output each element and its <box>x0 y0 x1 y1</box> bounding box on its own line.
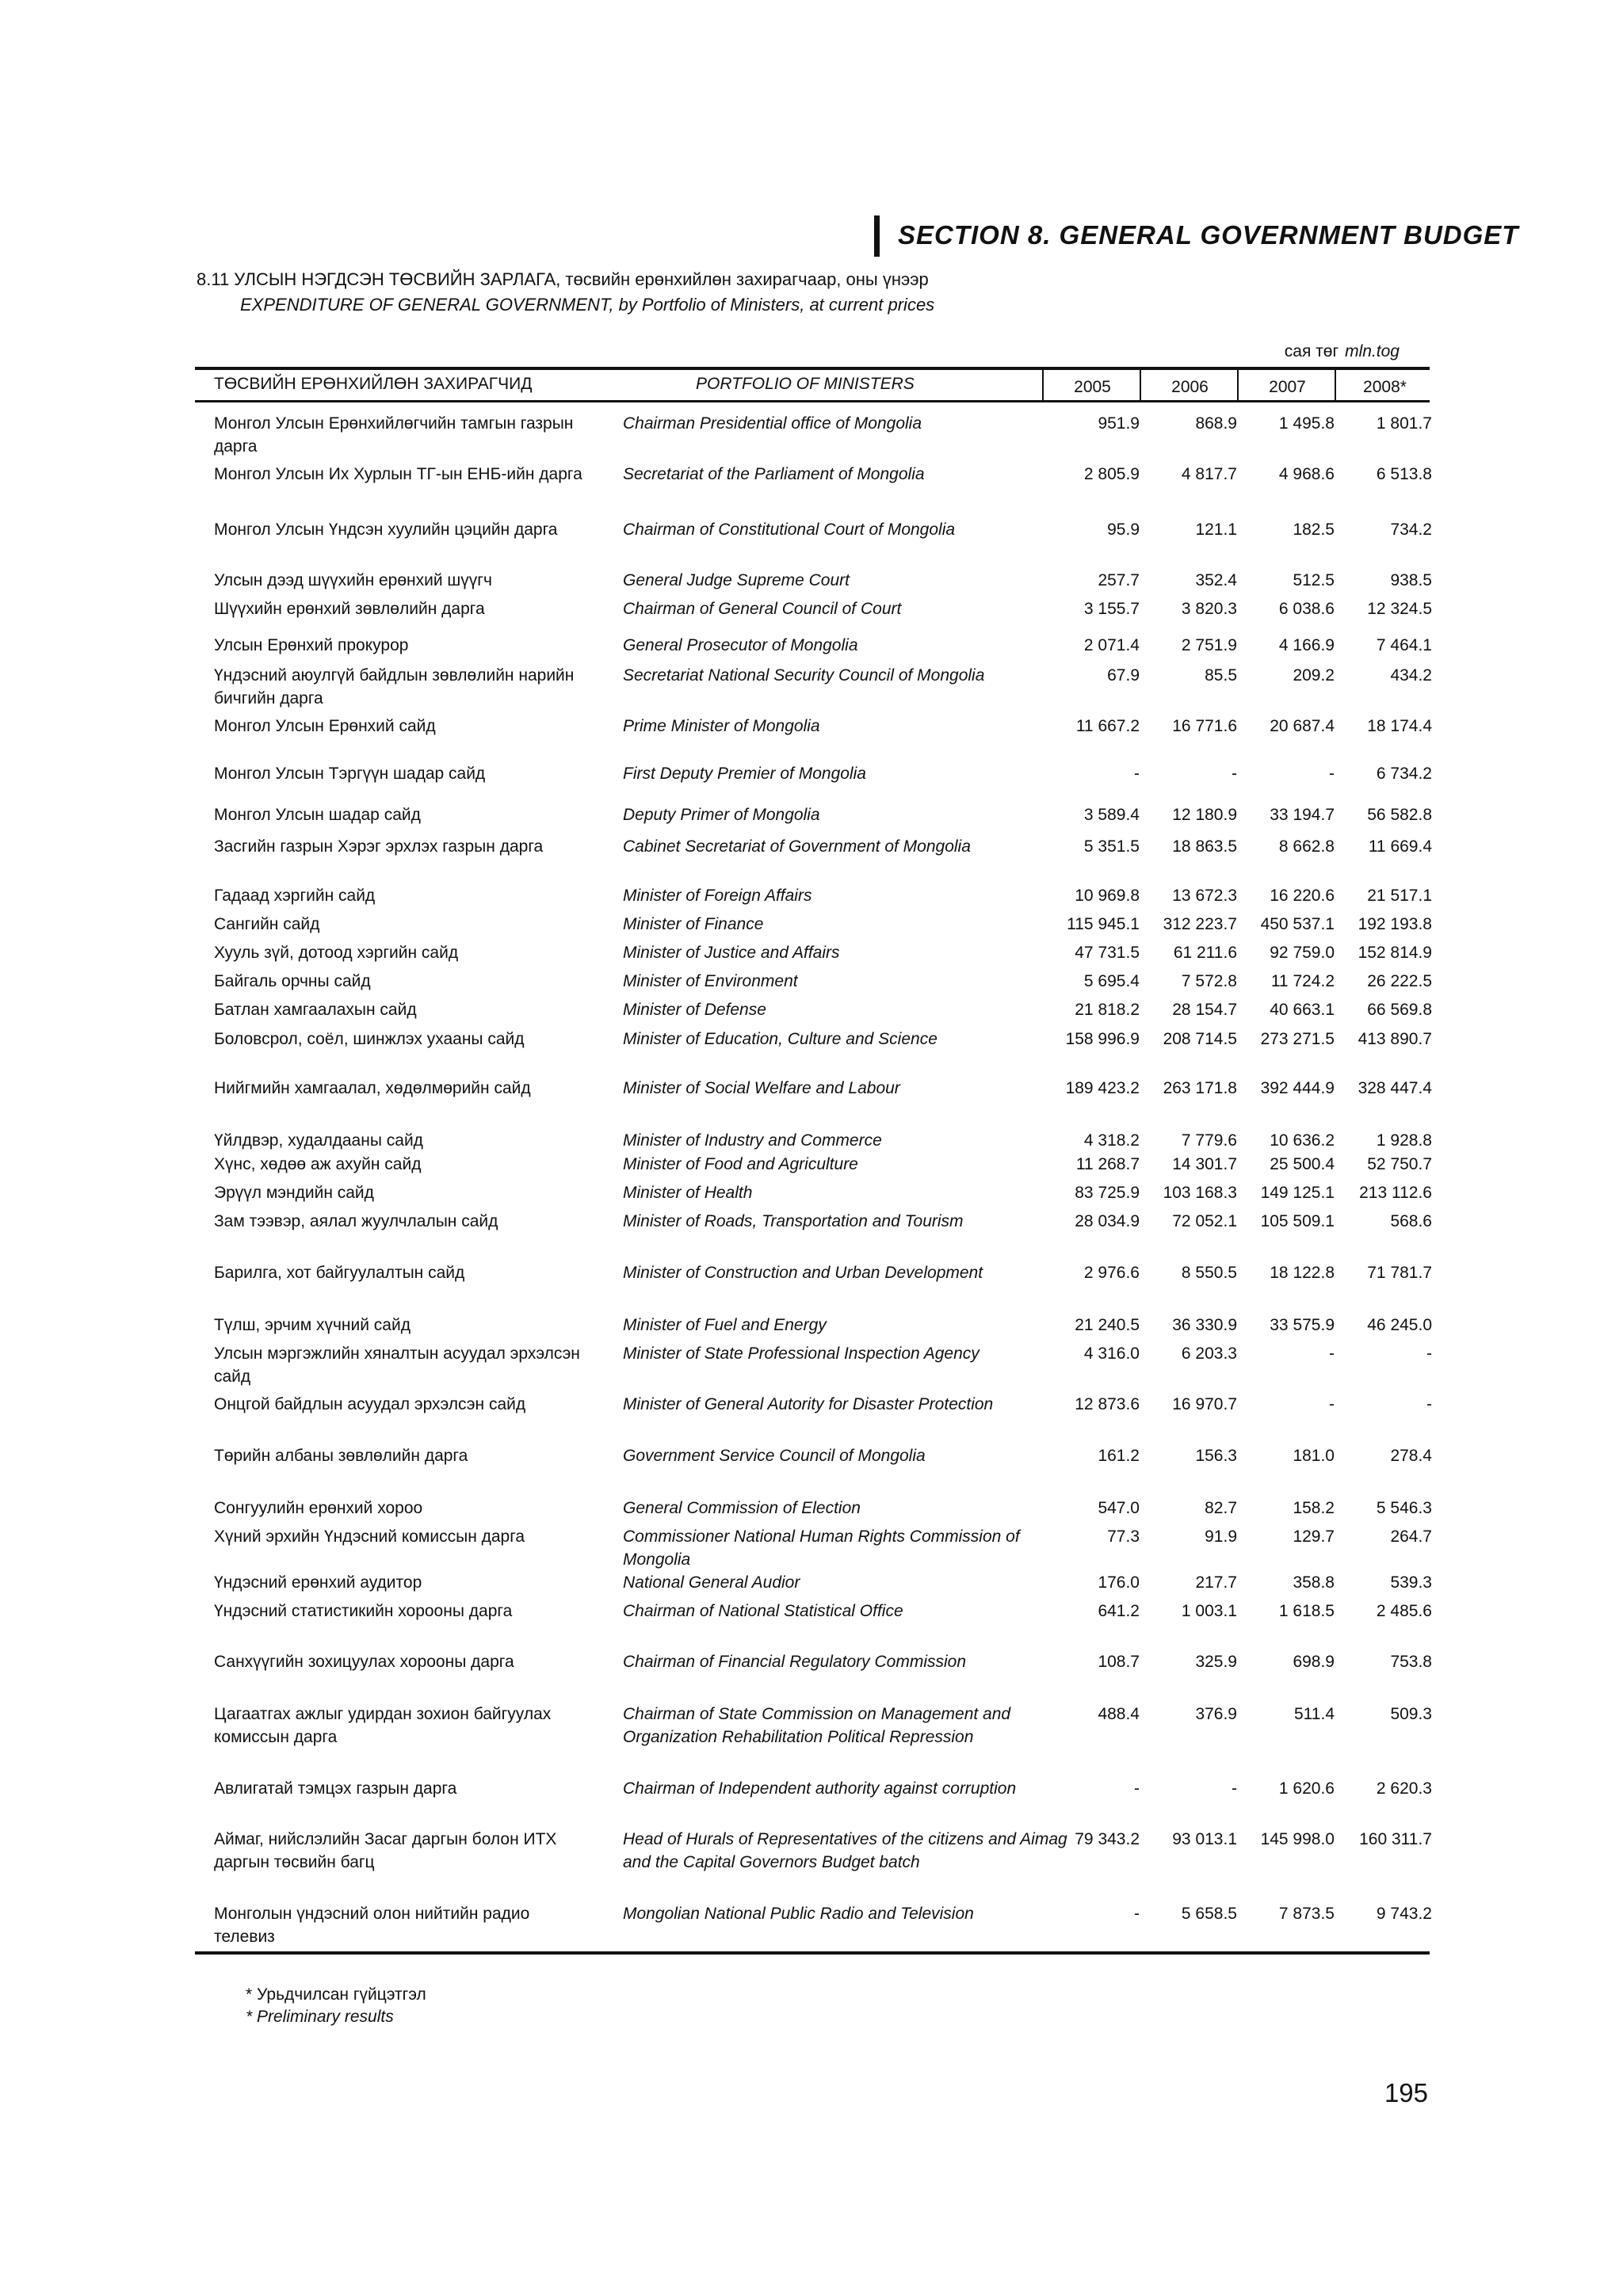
row-value: 56 582.8 <box>1367 806 1432 824</box>
row-value: - <box>1426 1344 1432 1363</box>
row-value: 7 873.5 <box>1278 1905 1335 1923</box>
row-label-mn: Байгаль орчны сайд <box>214 972 371 990</box>
row-value: 698.9 <box>1293 1653 1335 1671</box>
row-label-en: Minister of Food and Agriculture <box>623 1155 858 1173</box>
row-value: 2 485.6 <box>1376 1602 1432 1620</box>
row-value: 6 038.6 <box>1278 600 1335 618</box>
row-label-en: Chairman of State Commission on Management and Organization Rehabilitation Political Repression <box>623 1705 1011 1746</box>
row-label-mn: Монгол Улсын Ерөнхийлөгчийн тамгын газрын дарга <box>214 414 574 456</box>
row-value: 568.6 <box>1390 1212 1432 1230</box>
row-label-mn: Монголын үндэсний олон нийтийн радио телевиз <box>214 1905 530 1946</box>
row-value: 7 779.6 <box>1181 1131 1237 1150</box>
row-value: 8 550.5 <box>1181 1264 1237 1282</box>
row-value: 2 071.4 <box>1083 636 1140 654</box>
row-label-en: Minister of State Professional Inspection Agency <box>623 1344 980 1363</box>
row-value: 93 013.1 <box>1172 1830 1237 1848</box>
row-value: 488.4 <box>1098 1705 1140 1723</box>
table-row <box>195 1650 1430 1703</box>
row-label-mn: Онцгой байдлын асуудал эрхэлсэн сайд <box>214 1395 526 1413</box>
row-label-mn: Сангийн сайд <box>214 915 320 933</box>
footnote-en: * Preliminary results <box>246 2008 394 2026</box>
row-label-en: Minister of Construction and Urban Development <box>623 1264 983 1282</box>
row-label-en: Secretariat National Security Council of Mongolia <box>623 666 985 685</box>
units-en: mln.tog <box>1345 342 1400 360</box>
row-label-en: Minister of Justice and Affairs <box>623 944 840 962</box>
row-value: 91.9 <box>1205 1527 1237 1546</box>
table-row <box>195 1902 1430 1951</box>
row-value: 868.9 <box>1195 414 1237 433</box>
row-label-en: Minister of Roads, Transportation and Tourism <box>623 1212 964 1230</box>
table-row <box>195 1129 1430 1153</box>
table-row <box>195 1028 1430 1077</box>
row-value: 182.5 <box>1293 521 1335 539</box>
row-value: 16 771.6 <box>1172 717 1237 735</box>
row-value: - <box>1329 765 1335 783</box>
row-value: 2 751.9 <box>1181 636 1237 654</box>
row-value: 13 672.3 <box>1172 887 1237 905</box>
row-label-mn: Монгол Улсын Тэргүүн шадар сайд <box>214 765 486 783</box>
row-value: 52 750.7 <box>1367 1155 1432 1173</box>
row-value: 4 318.2 <box>1083 1131 1140 1150</box>
header-year: 2007 <box>1237 370 1336 400</box>
header-col-en: PORTFOLIO OF MINISTERS <box>696 375 915 393</box>
row-label-en: Chairman of Constitutional Court of Mongolia <box>623 521 956 539</box>
row-value: 4 817.7 <box>1181 465 1237 483</box>
row-value: 145 998.0 <box>1260 1830 1335 1848</box>
row-label-en: Minister of Finance <box>623 915 764 933</box>
row-label-mn: Улсын дээд шүүхийн ерөнхий шүүгч <box>214 571 492 589</box>
row-label-mn: Улсын мэргэжлийн хяналтын асуудал эрхэлсэн сайд <box>214 1344 580 1386</box>
row-value: 103 168.3 <box>1163 1184 1237 1202</box>
row-value: 1 618.5 <box>1278 1602 1335 1620</box>
row-value: 450 537.1 <box>1260 915 1335 933</box>
row-value: - <box>1329 1344 1335 1363</box>
table-row <box>195 1777 1430 1828</box>
table-row <box>195 970 1430 998</box>
row-value: 77.3 <box>1107 1527 1140 1546</box>
row-value: 547.0 <box>1098 1499 1140 1517</box>
row-value: 156.3 <box>1195 1447 1237 1465</box>
row-value: 192 193.8 <box>1358 915 1432 933</box>
row-value: 11 669.4 <box>1368 837 1432 856</box>
row-value: 7 464.1 <box>1376 636 1432 654</box>
table-row <box>195 634 1430 664</box>
row-label-mn: Төрийн албаны зөвлөлийн дарга <box>214 1447 468 1465</box>
row-label-mn: Аймаг, нийслэлийн Засаг даргын болон ИТХ даргын төсвийн багц <box>214 1830 557 1871</box>
table-row <box>195 1153 1430 1181</box>
row-value: 6 203.3 <box>1181 1344 1237 1363</box>
row-value: 1 495.8 <box>1278 414 1335 433</box>
table-row <box>195 664 1430 715</box>
row-value: 115 945.1 <box>1067 915 1140 933</box>
row-value: 1 801.7 <box>1376 414 1432 433</box>
table-row <box>195 569 1430 597</box>
row-value: 82.7 <box>1205 1499 1237 1517</box>
row-value: 512.5 <box>1293 571 1335 589</box>
row-label-en: General Commission of Election <box>623 1499 861 1517</box>
table-row <box>195 884 1430 913</box>
row-value: - <box>1232 765 1237 783</box>
row-value: 105 509.1 <box>1260 1212 1335 1230</box>
table-row <box>195 1600 1430 1650</box>
row-value: 217.7 <box>1195 1573 1237 1592</box>
row-label-mn: Хууль зүй, дотоод хэргийн сайд <box>214 944 459 962</box>
row-value: 129.7 <box>1293 1527 1335 1546</box>
row-label-mn: Авлигатай тэмцэх газрын дарга <box>214 1779 457 1798</box>
row-label-en: Minister of Fuel and Energy <box>623 1316 827 1334</box>
table-row <box>195 1828 1430 1902</box>
row-value: 72 052.1 <box>1172 1212 1237 1230</box>
row-value: 4 166.9 <box>1278 636 1335 654</box>
row-value: 10 969.8 <box>1075 887 1140 905</box>
row-label-en: Government Service Council of Mongolia <box>623 1447 926 1465</box>
row-value: - <box>1232 1779 1237 1798</box>
row-label-en: General Judge Supreme Court <box>623 571 850 589</box>
row-label-en: Chairman Presidential office of Mongolia <box>623 414 922 433</box>
table-row <box>195 715 1430 762</box>
row-value: 71 781.7 <box>1367 1264 1432 1282</box>
row-value: 18 174.4 <box>1367 717 1432 735</box>
row-value: - <box>1134 765 1140 783</box>
table-row <box>195 1497 1430 1525</box>
row-value: 4 968.6 <box>1278 465 1335 483</box>
row-value: 734.2 <box>1390 521 1432 539</box>
row-value: 4 316.0 <box>1083 1344 1140 1363</box>
row-label-en: Minister of Industry and Commerce <box>623 1131 882 1150</box>
row-value: 5 658.5 <box>1181 1905 1237 1923</box>
row-value: 67.9 <box>1107 666 1140 685</box>
row-value: 208 714.5 <box>1163 1030 1237 1048</box>
row-value: 160 311.7 <box>1359 1830 1432 1848</box>
row-value: 83 725.9 <box>1075 1184 1140 1202</box>
row-value: 11 268.7 <box>1075 1155 1140 1173</box>
row-value: 92 759.0 <box>1270 944 1335 962</box>
table-row <box>195 835 1430 884</box>
row-value: 47 731.5 <box>1075 944 1140 962</box>
row-label-mn: Зам тээвэр, аялал жуулчлалын сайд <box>214 1212 498 1230</box>
footnote-mn: * Урьдчилсан гүйцэтгэл <box>246 1985 426 2004</box>
row-value: 10 636.2 <box>1270 1131 1335 1150</box>
row-value: 5 351.5 <box>1083 837 1140 856</box>
row-label-mn: Үндэсний статистикийн хорооны дарга <box>214 1602 513 1620</box>
row-value: 18 863.5 <box>1172 837 1237 856</box>
row-value: 66 569.8 <box>1367 1001 1432 1019</box>
row-value: 1 620.6 <box>1278 1779 1335 1798</box>
row-value: - <box>1134 1779 1140 1798</box>
row-value: 1 003.1 <box>1181 1602 1237 1620</box>
row-label-en: Mongolian National Public Radio and Television <box>623 1905 974 1923</box>
row-label-mn: Монгол Улсын Ерөнхий сайд <box>214 717 436 735</box>
row-value: 33 194.7 <box>1270 806 1335 824</box>
row-value: 2 805.9 <box>1083 465 1140 483</box>
row-label-mn: Санхүүгийн зохицуулах хорооны дарга <box>214 1653 514 1671</box>
section-bar <box>874 215 880 257</box>
row-value: 3 155.7 <box>1083 600 1140 618</box>
table-row <box>195 518 1430 569</box>
row-value: 181.0 <box>1293 1447 1335 1465</box>
row-value: 2 620.3 <box>1376 1779 1432 1798</box>
row-label-en: Chairman of National Statistical Office <box>623 1602 903 1620</box>
row-label-mn: Улсын Ерөнхий прокурор <box>214 636 409 654</box>
row-label-mn: Үндэсний ерөнхий аудитор <box>214 1573 422 1592</box>
row-label-mn: Үндэсний аюулгүй байдлын зөвлөлийн нарийн бичгийн дарга <box>214 666 575 707</box>
row-value: 392 444.9 <box>1260 1079 1335 1097</box>
row-value: 161.2 <box>1098 1447 1140 1465</box>
row-label-mn: Монгол Улсын шадар сайд <box>214 806 421 824</box>
units-label <box>1285 342 1400 361</box>
row-value: 16 220.6 <box>1270 887 1335 905</box>
row-value: 21 517.1 <box>1367 887 1432 905</box>
row-value: 108.7 <box>1098 1653 1140 1671</box>
table-row <box>195 1314 1430 1342</box>
row-value: 46 245.0 <box>1367 1316 1432 1334</box>
row-value: 257.7 <box>1098 571 1140 589</box>
row-value: 539.3 <box>1390 1573 1432 1592</box>
row-label-mn: Сонгуулийн ерөнхий хороо <box>214 1499 423 1517</box>
table-row <box>195 597 1430 634</box>
row-value: 61 211.6 <box>1173 944 1237 962</box>
table-row <box>195 1703 1430 1777</box>
table-row <box>195 1525 1430 1571</box>
table-row <box>195 412 1430 463</box>
row-label-en: Minister of Social Welfare and Labour <box>623 1079 900 1097</box>
row-value: 3 820.3 <box>1181 600 1237 618</box>
row-value: 9 743.2 <box>1376 1905 1432 1923</box>
row-label-mn: Хүний эрхийн Үндэсний комиссын дарга <box>214 1527 525 1546</box>
row-value: 26 222.5 <box>1367 972 1432 990</box>
row-value: 312 223.7 <box>1163 915 1237 933</box>
row-value: 12 873.6 <box>1075 1395 1140 1413</box>
row-value: 264.7 <box>1390 1527 1432 1546</box>
row-value: 21 818.2 <box>1075 1001 1140 1019</box>
row-label-mn: Засгийн газрын Хэрэг эрхлэх газрын дарга <box>214 837 544 856</box>
row-label-en: Prime Minister of Mongolia <box>623 717 820 735</box>
row-value: 938.5 <box>1390 571 1432 589</box>
row-value: 36 330.9 <box>1172 1316 1237 1334</box>
header-year: 2005 <box>1042 370 1141 400</box>
row-value: 1 928.8 <box>1376 1131 1432 1150</box>
table-title-mn: 8.11 УЛСЫН НЭГДСЭН ТӨСВИЙН ЗАРЛАГА, төсвийн ерөнхийлөн захирагчаар, оны үнээр <box>197 269 929 289</box>
row-value: 641.2 <box>1098 1602 1140 1620</box>
data-table <box>195 367 1430 1955</box>
row-value: 158 996.9 <box>1065 1030 1140 1048</box>
row-value: 273 271.5 <box>1260 1030 1335 1048</box>
row-label-en: Commissioner National Human Rights Commission of Mongolia <box>623 1527 1020 1569</box>
row-label-en: National General Audior <box>623 1573 800 1592</box>
row-value: 12 180.9 <box>1172 806 1237 824</box>
row-value: 753.8 <box>1390 1653 1432 1671</box>
row-label-mn: Хүнс, хөдөө аж ахуйн сайд <box>214 1155 422 1173</box>
row-value: 18 122.8 <box>1270 1264 1335 1282</box>
row-value: 158.2 <box>1293 1499 1335 1517</box>
row-value: 40 663.1 <box>1270 1001 1335 1019</box>
row-value: 11 724.2 <box>1270 972 1335 990</box>
table-row <box>195 1181 1430 1210</box>
row-label-en: Cabinet Secretariat of Government of Mongolia <box>623 837 971 856</box>
table-header <box>195 367 1430 402</box>
table-row <box>195 1571 1430 1600</box>
table-row <box>195 1393 1430 1444</box>
row-label-en: Head of Hurals of Representatives of the citizens and Aimag and the Capital Governors Budget batch <box>623 1830 1067 1871</box>
table-row <box>195 463 1430 518</box>
row-label-mn: Барилга, хот байгуулалтын сайд <box>214 1264 465 1282</box>
row-label-mn: Нийгмийн хамгаалал, хөдөлмөрийн сайд <box>214 1079 531 1097</box>
row-value: 278.4 <box>1390 1447 1432 1465</box>
row-value: 2 976.6 <box>1083 1264 1140 1282</box>
row-label-en: Minister of Defense <box>623 1001 766 1019</box>
row-label-mn: Монгол Улсын Их Хурлын ТГ-ын ЕНБ-ийн дарга <box>214 465 582 483</box>
row-label-en: First Deputy Premier of Mongolia <box>623 765 866 783</box>
row-value: 434.2 <box>1390 666 1432 685</box>
row-label-en: Chairman of General Council of Court <box>623 600 902 618</box>
row-label-mn: Гадаад хэргийн сайд <box>214 887 376 905</box>
row-label-mn: Түлш, эрчим хүчний сайд <box>214 1316 411 1334</box>
row-value: 11 667.2 <box>1075 717 1140 735</box>
header-year: 2008* <box>1335 370 1434 400</box>
row-value: 213 112.6 <box>1359 1184 1432 1202</box>
units-mn: сая төг <box>1284 342 1339 360</box>
table-row <box>195 1261 1430 1314</box>
row-value: 5 695.4 <box>1083 972 1140 990</box>
row-value: 14 301.7 <box>1172 1155 1237 1173</box>
row-value: 121.1 <box>1195 521 1237 539</box>
row-label-en: Deputy Primer of Mongolia <box>623 806 820 824</box>
row-value: 16 970.7 <box>1172 1395 1237 1413</box>
section-header <box>874 215 1519 260</box>
row-value: 352.4 <box>1195 571 1237 589</box>
row-label-mn: Боловсрол, соёл, шинжлэх ухааны сайд <box>214 1030 525 1048</box>
table-title-en: EXPENDITURE OF GENERAL GOVERNMENT, by Portfolio of Ministers, at current prices <box>240 295 935 315</box>
table-row <box>195 1210 1430 1261</box>
row-label-mn: Цагаатгах ажлыг удирдан зохион байгуулах комиссын дарга <box>214 1705 552 1746</box>
table-row <box>195 998 1430 1028</box>
table-bottom-rule <box>195 1951 1430 1955</box>
row-value: 149 125.1 <box>1260 1184 1335 1202</box>
row-value: 325.9 <box>1195 1653 1237 1671</box>
row-label-en: Minister of Environment <box>623 972 798 990</box>
row-value: 85.5 <box>1205 666 1237 685</box>
row-value: 176.0 <box>1098 1573 1140 1592</box>
row-value: 28 154.7 <box>1172 1001 1237 1019</box>
row-value: 511.4 <box>1294 1705 1335 1723</box>
row-label-en: General Prosecutor of Mongolia <box>623 636 858 654</box>
page-number: 195 <box>1384 2078 1428 2107</box>
row-label-en: Minister of Education, Culture and Science <box>623 1030 938 1048</box>
row-value: 189 423.2 <box>1065 1079 1140 1097</box>
row-value: 95.9 <box>1107 521 1140 539</box>
section-title: SECTION 8. GENERAL GOVERNMENT BUDGET <box>898 220 1519 250</box>
row-label-mn: Шүүхийн ерөнхий зөвлөлийн дарга <box>214 600 485 618</box>
row-label-mn: Үйлдвэр, худалдааны сайд <box>214 1131 423 1150</box>
table-row <box>195 762 1430 803</box>
row-value: 20 687.4 <box>1270 717 1335 735</box>
table-row <box>195 913 1430 941</box>
row-value: 209.2 <box>1293 666 1335 685</box>
row-label-mn: Монгол Улсын Үндсэн хуулийн цэцийн дарга <box>214 521 558 539</box>
row-value: - <box>1426 1395 1432 1413</box>
row-label-en: Secretariat of the Parliament of Mongolia <box>623 465 925 483</box>
row-value: 6 734.2 <box>1376 765 1432 783</box>
row-value: 28 034.9 <box>1075 1212 1140 1230</box>
row-value: 21 240.5 <box>1075 1316 1140 1334</box>
row-value: - <box>1134 1905 1140 1923</box>
table-row <box>195 1077 1430 1129</box>
row-label-en: Minister of General Autority for Disaster Protection <box>623 1395 994 1413</box>
row-label-mn: Эрүүл мэндийн сайд <box>214 1184 374 1202</box>
row-label-en: Minister of Health <box>623 1184 753 1202</box>
table-row <box>195 803 1430 835</box>
row-label-en: Chairman of Financial Regulatory Commission <box>623 1653 967 1671</box>
row-value: 12 324.5 <box>1367 600 1432 618</box>
table-row <box>195 1342 1430 1393</box>
table-row <box>195 1444 1430 1497</box>
row-value: 951.9 <box>1098 414 1140 433</box>
row-value: 328 447.4 <box>1358 1079 1432 1097</box>
row-value: 152 814.9 <box>1358 944 1432 962</box>
row-value: 6 513.8 <box>1376 465 1432 483</box>
row-value: 25 500.4 <box>1270 1155 1335 1173</box>
row-value: 358.8 <box>1293 1573 1335 1592</box>
row-label-en: Chairman of Independent authority against corruption <box>623 1779 1017 1798</box>
header-year: 2006 <box>1140 370 1239 400</box>
row-value: 376.9 <box>1195 1705 1237 1723</box>
row-label-mn: Батлан хамгаалахын сайд <box>214 1001 417 1019</box>
row-value: 33 575.9 <box>1270 1316 1335 1334</box>
row-value: 8 662.8 <box>1278 837 1335 856</box>
row-value: 263 171.8 <box>1163 1079 1237 1097</box>
row-value: - <box>1329 1395 1335 1413</box>
table-row <box>195 941 1430 970</box>
row-value: 79 343.2 <box>1075 1830 1140 1848</box>
row-value: 509.3 <box>1390 1705 1432 1723</box>
table-body <box>195 412 1430 1951</box>
row-value: 3 589.4 <box>1083 806 1140 824</box>
row-value: 5 546.3 <box>1376 1499 1432 1517</box>
row-label-en: Minister of Foreign Affairs <box>623 887 812 905</box>
row-value: 7 572.8 <box>1181 972 1237 990</box>
row-value: 413 890.7 <box>1358 1030 1432 1048</box>
header-col-mn: ТӨСВИЙН ЕРӨНХИЙЛӨН ЗАХИРАГЧИД <box>214 375 533 393</box>
